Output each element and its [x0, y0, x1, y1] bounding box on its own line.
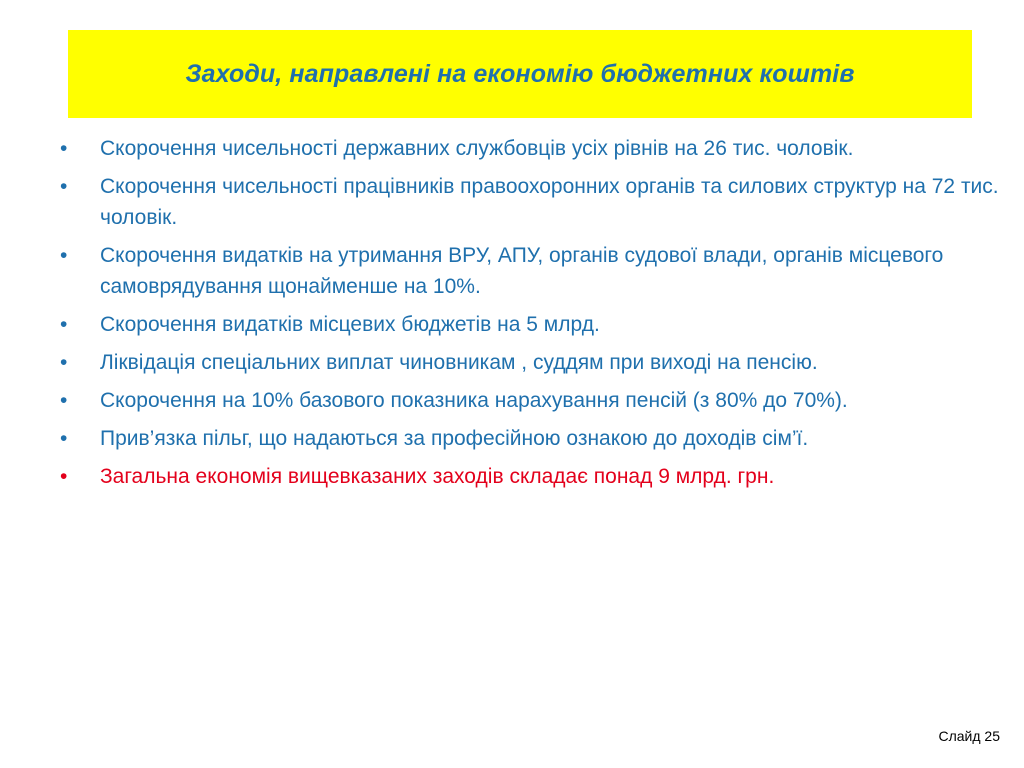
bullet-dot: •: [60, 427, 68, 450]
bullet-item-total-savings: [60, 461, 1000, 492]
bullet-dot: •: [60, 244, 68, 267]
bullet-dot: •: [60, 351, 68, 374]
bullet-list: [60, 133, 1000, 499]
slide-number: Слайд 25: [938, 728, 1000, 744]
bullet-item: [60, 423, 1000, 454]
bullet-item: [60, 240, 1000, 302]
bullet-dot: •: [60, 175, 68, 198]
bullet-text: Скорочення на 10% базового показника нарахування пенсій (з 80% до 70%).: [100, 389, 848, 412]
bullet-text: Скорочення чисельності працівників правоохоронних органів та силових структур на 72 тис. чоловік.: [100, 175, 999, 229]
bullet-dot: •: [60, 465, 68, 488]
bullet-text: Скорочення видатків місцевих бюджетів на 5 млрд.: [100, 313, 600, 336]
slide-title: Заходи, направлені на економію бюджетних коштів: [185, 59, 855, 88]
bullet-text: Скорочення чисельності державних службовців усіх рівнів на 26 тис. чоловік.: [100, 137, 854, 160]
bullet-text: Прив’язка пільг, що надаються за професійною ознакою до доходів сім’ї.: [100, 427, 809, 450]
bullet-item: [60, 171, 1000, 233]
bullet-text: Ліквідація спеціальних виплат чиновникам , суддям при виході на пенсію.: [100, 351, 818, 374]
bullet-dot: •: [60, 137, 68, 160]
bullet-item: [60, 347, 1000, 378]
bullet-text: Загальна економія вищевказаних заходів складає понад 9 млрд. грн.: [100, 465, 775, 488]
title-banner: [68, 30, 972, 118]
bullet-dot: •: [60, 313, 68, 336]
bullet-text: Скорочення видатків на утримання ВРУ, АПУ, органів судової влади, органів місцевого самоврядування щонайменше на 10%.: [100, 244, 944, 298]
bullet-item: [60, 309, 1000, 340]
bullet-item: [60, 133, 1000, 164]
bullet-item: [60, 385, 1000, 416]
bullet-dot: •: [60, 389, 68, 412]
